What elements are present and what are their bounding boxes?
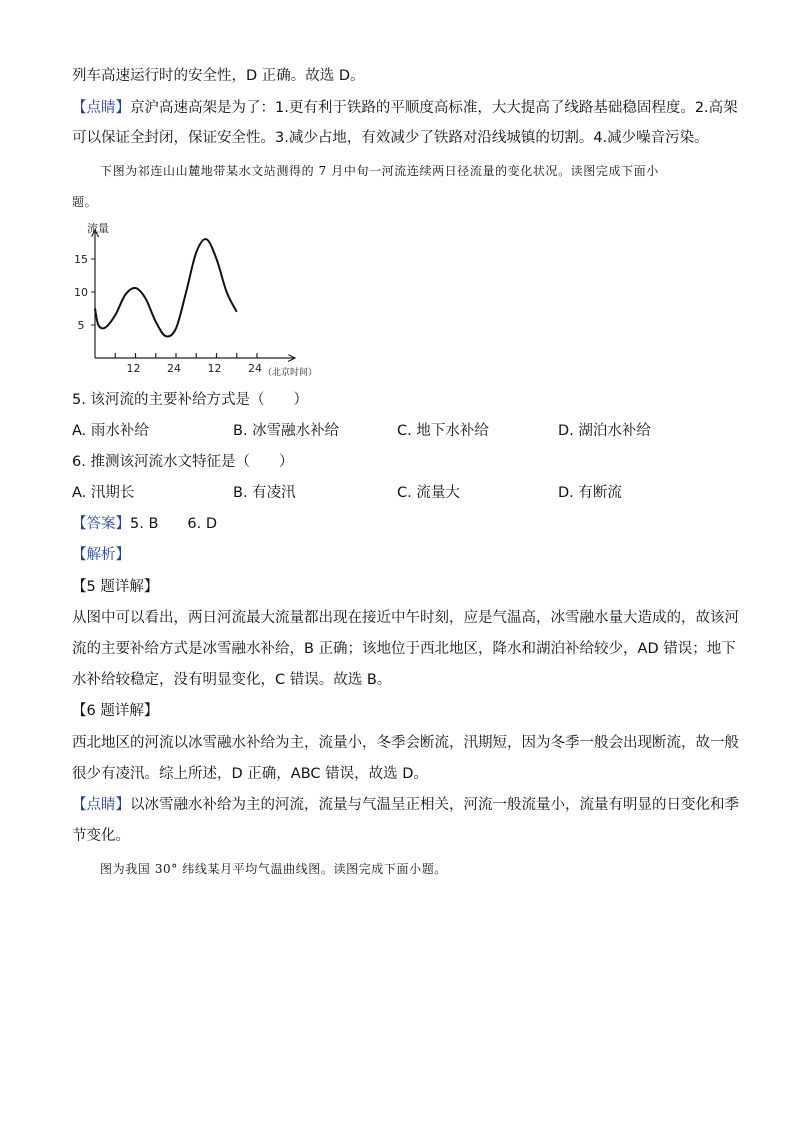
q5-stem: 5. 该河流的主要补给方式是（ ）: [72, 392, 308, 408]
x-tick-label: 24: [167, 362, 181, 375]
flow-series-line: [95, 239, 237, 336]
q5-option-b[interactable]: B. 冰雪融水补给: [233, 423, 340, 439]
x-axis-label: （北京时间）: [263, 368, 318, 378]
dianjing2-text: 以冰雪融水补给为主的河流，流量与气温呈正相关，河流一般流量小，流量有明显的日变化和季: [130, 797, 739, 813]
next-group-intro: 图为我国 30° 纬线某月平均气温曲线图。读图完成下面小题。: [100, 862, 447, 876]
intro-line-2: [72, 98, 738, 118]
q6-stem: 6. 推测该河流水文特征是（ ）: [72, 454, 294, 470]
dianjing-tag: 【点睛】: [72, 100, 130, 116]
y-axis-label: 流量: [87, 222, 109, 235]
x-tick-label: 12: [207, 362, 222, 375]
detail5-line-1: 从图中可以看出，两日河流最大流量都出现在接近中午时刻，应是气温高，冰雪融水量大造成的，故该河: [72, 610, 739, 626]
detail6-heading: 【6 题详解】: [72, 703, 159, 719]
detail6-line-1: 西北地区的河流以冰雪融水补给为主，流量小，冬季会断流，汛期短，因为冬季一般会出现断流，故一般: [72, 735, 739, 751]
q6-option-a[interactable]: A. 汛期长: [72, 485, 135, 501]
analysis-line: [72, 545, 130, 565]
y-tick-label: 15: [74, 253, 88, 266]
dianjing2-tag: 【点睛】: [72, 797, 130, 813]
flow-chart: [70, 218, 350, 383]
dianjing2-line-2: 节变化。: [72, 828, 130, 844]
detail5-line-3: 水补给较稳定，没有明显变化，C 错误。故选 B。: [72, 672, 392, 688]
intro-line-1: 列车高速运行时的安全性，D 正确。故选 D。: [72, 68, 365, 84]
answer-tag: 【答案】: [72, 516, 130, 532]
detail5-line-2: 流的主要补给方式是冰雪融水补给，B 正确；该地位于西北地区，降水和湖泊补给较少，AD 错误；地下: [72, 641, 736, 657]
group-intro-line-2: 题。: [72, 195, 98, 209]
answer-text: 5. B 6. D: [130, 516, 217, 532]
q5-option-d[interactable]: D. 湖泊水补给: [558, 423, 651, 439]
dianjing-text: 京沪高速高架是为了：1.更有利于铁路的平顺度高标准，大大提高了线路基础稳固程度。2.高架: [130, 100, 738, 116]
q6-option-c[interactable]: C. 流量大: [397, 485, 460, 501]
y-tick-label: 10: [74, 286, 88, 299]
dianjing2-line-1: [72, 795, 739, 815]
detail5-heading: 【5 题详解】: [72, 579, 159, 595]
q5-option-c[interactable]: C. 地下水补给: [397, 423, 489, 439]
q6-option-b[interactable]: B. 有凌汛: [233, 485, 296, 501]
y-tick-label: 5: [77, 319, 85, 332]
analysis-tag: 【解析】: [72, 547, 130, 563]
group-intro-line-1: 下图为祁连山山麓地带某水文站测得的 7 月中旬一河流连续两日径流量的变化状况。读图完成下面小: [100, 164, 659, 178]
q5-option-a[interactable]: A. 雨水补给: [72, 423, 149, 439]
intro-line-3: 可以保证全封闭，保证安全性。3.减少占地，有效减少了铁路对沿线城镇的切割。4.减少噪音污染。: [72, 130, 709, 146]
x-tick-label: 12: [126, 362, 141, 375]
q6-option-d[interactable]: D. 有断流: [558, 485, 622, 501]
x-tick-label: 24: [248, 362, 262, 375]
answer-line: [72, 514, 217, 534]
detail6-line-2: 很少有凌汛。综上所述，D 正确，ABC 错误，故选 D。: [72, 766, 428, 782]
